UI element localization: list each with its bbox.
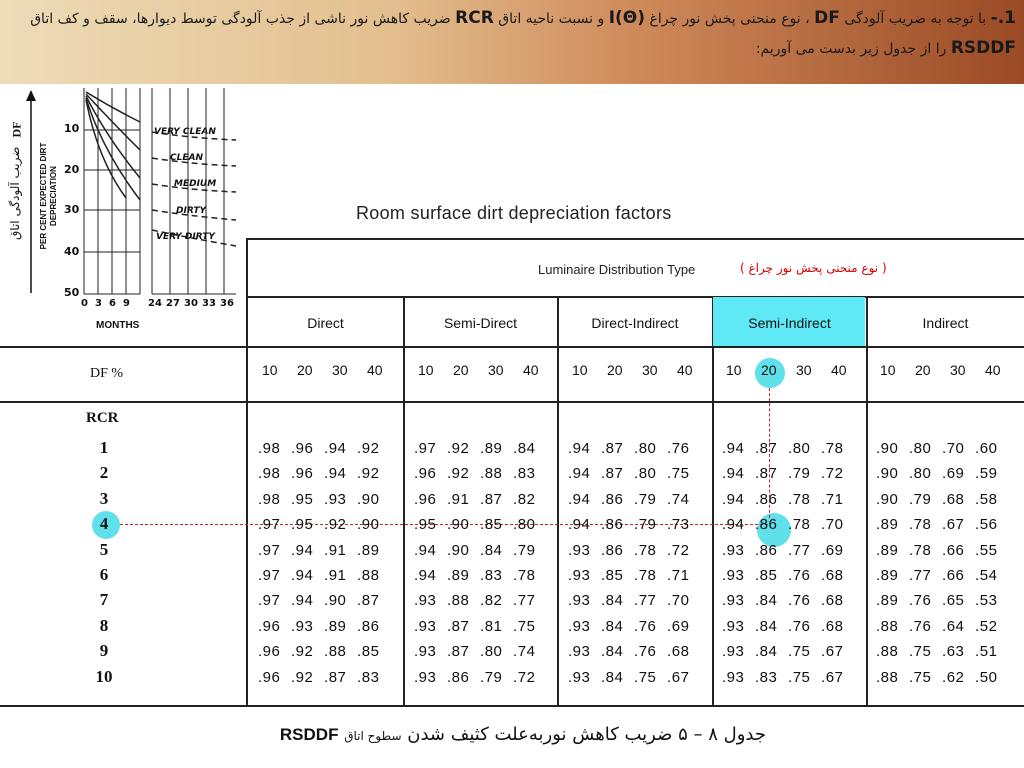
df-subheader: 40 [985,362,1001,378]
header-band [0,0,1024,84]
group-direct: Direct [307,315,344,331]
graph-xlabel: MONTHS [96,320,140,331]
table-cell: .93 .84 .75 .67 [722,643,844,661]
df-subheader: 30 [642,362,658,378]
table-cell: .93 .84 .75 .67 [568,668,690,686]
table-cell: .97 .94 .90 .87 [258,592,380,610]
end-text: را از جدول زیر بدست می آوریم: [755,41,947,57]
intro-text: با توجه به ضریب آلودگی [844,11,987,27]
table-cell: .94 .90 .84 .79 [414,541,536,559]
vertical-df-label: DF [9,121,24,138]
df-subheader: 20 [607,362,623,378]
table-cell: .94 .86 .78 .71 [722,490,844,508]
caption-prefix: جدول ۸ – ۵ [678,724,766,745]
table-cell: .96 .92 .88 .85 [258,643,380,661]
table-cell: .94 .86 .79 .74 [568,490,690,508]
table-cell: .97 .94 .91 .89 [258,541,380,559]
table-cell: .93 .86 .79 .72 [414,668,536,686]
ytick: 30 [64,203,80,216]
table-cell: .90 .79 .68 .58 [876,490,998,508]
ytick: 40 [64,245,80,258]
table-cell: .96 .93 .89 .86 [258,617,380,635]
rsddf-abbr: RSDDF [950,38,1016,58]
table-cell: .96 .92 .87 .83 [258,668,380,686]
xtick: 27 [166,298,180,309]
caption-small: سطوح اتاق [344,729,402,743]
df-subheader: 30 [488,362,504,378]
curve-label: VERY DIRTY [156,232,215,242]
group-semi-direct: Semi-Direct [443,315,518,331]
table-cell: .93 .87 .81 .75 [414,617,536,635]
df-subheader: 30 [950,362,966,378]
rcr-abbr: RCR [455,8,494,28]
rcr-value: 2 [99,463,109,483]
mid-text-2: و نسبت ناحیه اتاق [498,11,605,27]
df-subheader: 20 [761,362,777,378]
group-direct-indirect: Direct-Indirect [591,315,679,331]
table-cell: .93 .84 .76 .68 [722,592,844,610]
table-cell: .94 .87 .80 .75 [568,465,690,483]
xtick: 33 [202,298,216,309]
rcr-value: 7 [99,590,109,610]
xtick: 6 [109,298,116,309]
table-cell: .98 .95 .93 .90 [258,490,380,508]
xtick: 30 [184,298,198,309]
df-subheader: 10 [418,362,434,378]
table-title: Room surface dirt depreciation factors [356,203,672,223]
df-subheader: 40 [831,362,847,378]
rcr-value: 10 [95,666,113,686]
mid-text-1: ، نوع منحنی پخش نور چراغ [649,11,810,27]
group-semi-indirect: Semi-Indirect [748,315,831,331]
graph-ylabel: PER CENT EXPECTED DIRT DEPRECIATION [39,142,58,250]
rcr-value: 3 [99,488,109,508]
table-cell: .89 .78 .67 .56 [876,516,998,534]
table-cell: .89 .76 .65 .53 [876,592,998,610]
table-cell: .93 .83 .75 .67 [722,668,844,686]
rcr-value: 9 [99,641,109,661]
xtick: 9 [123,298,130,309]
table-cell: .97 .92 .89 .84 [414,440,536,457]
ytick: 50 [64,286,80,299]
xtick: 24 [148,298,162,309]
curve-label: DIRTY [176,206,207,216]
df-abbr: DF [814,8,840,28]
table-cell: .90 .80 .69 .59 [876,465,998,483]
ytick: 10 [64,122,80,135]
table-cell: .89 .78 .66 .55 [876,541,998,559]
table-cell: .96 .92 .88 .83 [414,465,536,483]
rcr-value: 1 [99,438,109,457]
xtick: 3 [95,298,102,309]
xtick: 36 [220,298,234,309]
table-cell: .93 .86 .77 .69 [722,541,844,559]
rcr-label: RCR [86,410,119,426]
xtick: 0 [81,298,88,309]
table-cell: .98 .96 .94 .92 [258,465,380,483]
item-number: 1.- [990,8,1016,28]
luminaire-label: Luminaire Distribution Type [538,262,696,277]
table-cell: .97 .94 .91 .88 [258,567,380,584]
df-subheader: 40 [367,362,383,378]
rcr-value: 4 [99,514,109,534]
caption-text: ضریب کاهش نوربه‌علت کثیف شدن [407,724,673,745]
table-cell: .95 .90 .85 .80 [414,516,536,534]
table-cell: .88 .76 .64 .52 [876,617,998,635]
table-cell: .96 .91 .87 .82 [414,490,536,508]
table-cell: .93 .84 .76 .69 [568,617,690,635]
table-cell: .93 .85 .76 .68 [722,567,844,584]
table-cell: .89 .77 .66 .54 [876,567,998,584]
df-subheader: 30 [332,362,348,378]
table-cell: .93 .85 .78 .71 [568,567,690,584]
group-indirect: Indirect [922,315,969,331]
table-cell: .98 .96 .94 .92 [258,440,380,457]
table-cell: .94 .86 .79 .73 [568,516,690,534]
df-row-label: DF % [90,366,124,381]
table-cell: .88 .75 .63 .51 [876,643,998,661]
df-subheader: 20 [453,362,469,378]
df-subheader: 10 [880,362,896,378]
table-cell: .94 .86 .78 .70 [722,516,844,534]
df-subheader: 40 [677,362,693,378]
df-subheader: 20 [915,362,931,378]
luminaire-fa-label: ( نوع منحنی پخش نور چراغ ) [740,261,887,275]
df-subheader: 30 [796,362,812,378]
table-cell: .94 .87 .80 .76 [568,440,690,457]
df-subheader: 40 [523,362,539,378]
rcr-value: 5 [99,539,109,559]
curve-label: CLEAN [170,153,203,163]
df-subheader: 10 [572,362,588,378]
table-cell: .93 .86 .78 .72 [568,541,690,559]
table-cell: .93 .88 .82 .77 [414,592,536,610]
df-subheader: 20 [297,362,313,378]
table-caption [196,724,766,745]
table-cell: .93 .84 .76 .68 [568,643,690,661]
mid-text-3: ضریب کاهش نور ناشی از جذب آلودگی توسط دیوارها، سقف و کف اتاق [30,11,451,27]
rcr-value: 8 [99,615,109,635]
table-cell: .94 .89 .83 .78 [414,567,536,584]
theta-abbr: I(Θ) [608,8,646,28]
header-paragraph [6,4,1016,64]
rcr-value: 6 [99,565,109,584]
ytick: 20 [64,163,80,176]
table-cell: .88 .75 .62 .50 [876,668,998,686]
table-cell: .94 .87 .79 .72 [722,465,844,483]
table-cell: .93 .84 .76 .68 [722,617,844,635]
table-cell: .94 .87 .80 .78 [722,440,844,457]
df-subheader: 10 [262,362,278,378]
vertical-fa-label: ضریب آلودگی اتاق [8,146,22,240]
table-cell: .90 .80 .70 .60 [876,440,998,457]
caption-abbr: RSDDF [279,725,339,744]
table-cell: .97 .95 .92 .90 [258,516,380,534]
table-cell: .93 .84 .77 .70 [568,592,690,610]
curve-label: MEDIUM [174,179,217,189]
curve-label: VERY CLEAN [154,127,216,137]
table-cell: .93 .87 .80 .74 [414,643,536,661]
df-subheader: 10 [726,362,742,378]
